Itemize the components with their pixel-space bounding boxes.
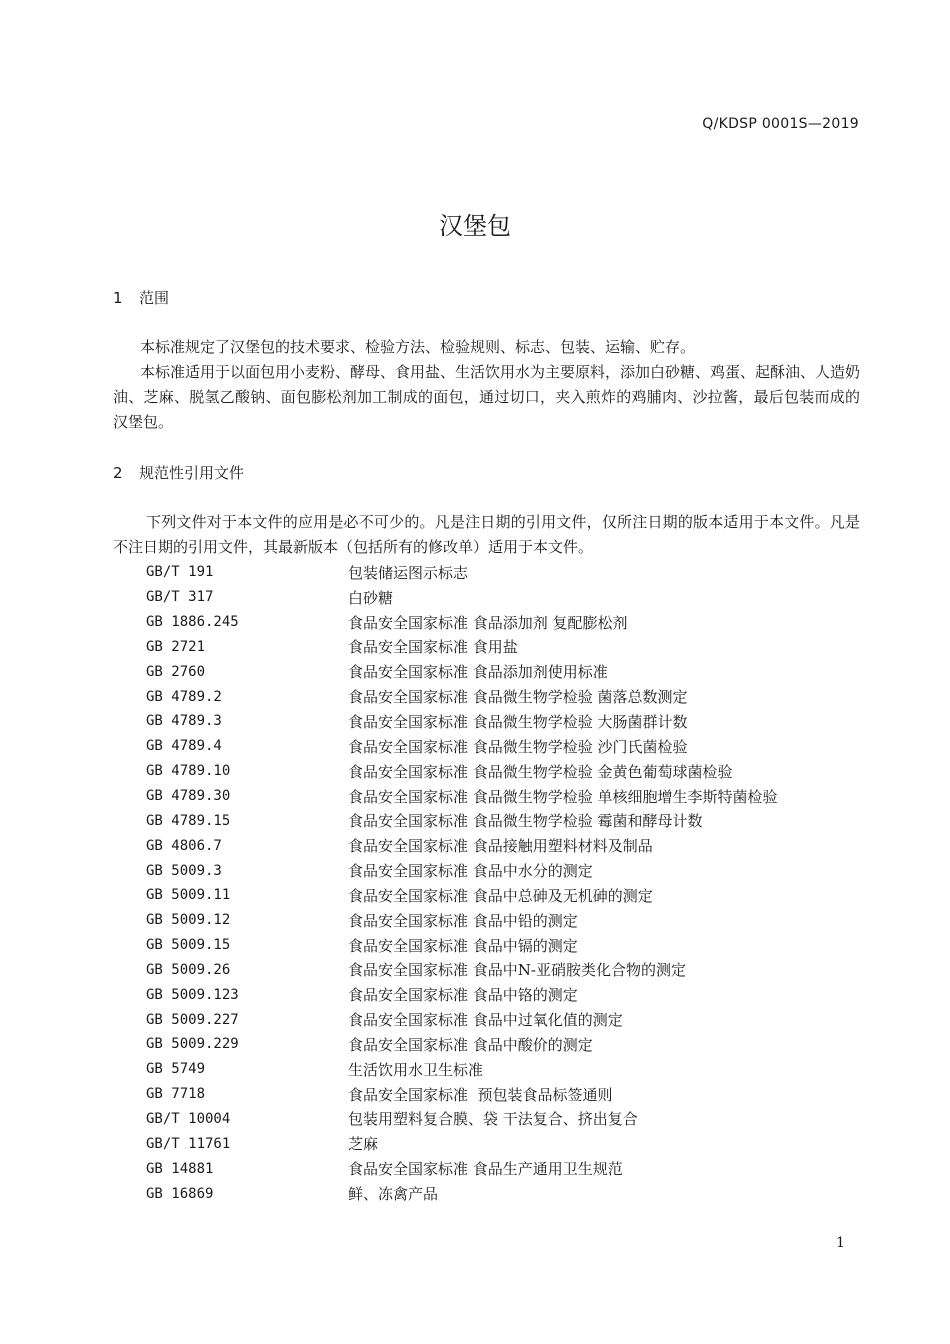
reference-title: 食品安全国家标准 食品中铅的测定 bbox=[348, 911, 578, 930]
reference-code: GB 14881 bbox=[146, 1160, 214, 1177]
list-item bbox=[146, 1057, 860, 1082]
section-1-heading bbox=[113, 287, 169, 308]
reference-code: GB 16869 bbox=[146, 1185, 214, 1202]
reference-title: 食品安全国家标准 食品微生物学检验 菌落总数测定 bbox=[348, 688, 688, 707]
reference-code: GB 5009.229 bbox=[146, 1036, 239, 1053]
scope-paragraph-2: 本标准适用于以面包用小麦粉、酵母、食用盐、生活饮用水为主要原料，添加白砂糖、鸡蛋、起酥油、人造奶油、芝麻、脱氢乙酸钠、面包膨松剂加工制成的面包，通过切口，夹入煎炸的鸡脯肉、沙拉酱，最后包装而成的汉堡包。 bbox=[113, 363, 861, 431]
reference-code: GB 4806.7 bbox=[146, 837, 222, 854]
reference-code: GB 2721 bbox=[146, 638, 206, 655]
reference-title: 食品安全国家标准 食品微生物学检验 金黄色葡萄球菌检验 bbox=[348, 762, 733, 781]
list-item bbox=[146, 709, 860, 734]
list-item bbox=[146, 585, 860, 610]
list-item bbox=[146, 908, 860, 933]
list-item bbox=[146, 784, 860, 809]
reference-code: GB 5749 bbox=[146, 1061, 206, 1078]
list-item bbox=[146, 1181, 860, 1206]
reference-code: GB 4789.10 bbox=[146, 763, 231, 780]
reference-code: GB 7718 bbox=[146, 1086, 206, 1103]
section-number: 2 bbox=[113, 464, 123, 482]
reference-title: 食品安全国家标准 食品添加剂使用标准 bbox=[348, 663, 608, 682]
reference-title: 白砂糖 bbox=[348, 588, 394, 607]
reference-code: GB 4789.15 bbox=[146, 812, 231, 829]
reference-title: 食品安全国家标准 食品中水分的测定 bbox=[348, 862, 593, 881]
reference-code: GB/T 191 bbox=[146, 564, 214, 581]
reference-code: GB 5009.123 bbox=[146, 986, 239, 1003]
reference-title: 食品安全国家标准 食品中总砷及无机砷的测定 bbox=[348, 886, 653, 905]
list-item bbox=[146, 1131, 860, 1156]
reference-title: 食品安全国家标准 食品中镉的测定 bbox=[348, 936, 578, 955]
reference-code: GB 5009.15 bbox=[146, 937, 231, 954]
reference-title: 食品安全国家标准 食品中铬的测定 bbox=[348, 986, 578, 1005]
list-item bbox=[146, 659, 860, 684]
reference-title: 食品安全国家标准 食用盐 bbox=[348, 638, 518, 657]
section-title: 规范性引用文件 bbox=[139, 464, 245, 482]
list-item bbox=[146, 610, 860, 635]
reference-code: GB 2760 bbox=[146, 663, 206, 680]
reference-code: GB 5009.227 bbox=[146, 1011, 239, 1028]
list-item bbox=[146, 1156, 860, 1181]
reference-title: 食品安全国家标准 食品中酸价的测定 bbox=[348, 1035, 593, 1054]
reference-title: 包装用塑料复合膜、袋 干法复合、挤出复合 bbox=[348, 1110, 638, 1129]
reference-title: 包装储运图示标志 bbox=[348, 563, 469, 582]
list-item bbox=[146, 1107, 860, 1132]
reference-title: 食品安全国家标准 食品微生物学检验 霉菌和酵母计数 bbox=[348, 812, 703, 831]
section-title: 范围 bbox=[139, 289, 170, 307]
reference-title: 芝麻 bbox=[348, 1135, 379, 1154]
normative-reference-list bbox=[146, 560, 860, 1206]
list-item bbox=[146, 982, 860, 1007]
reference-code: GB 5009.3 bbox=[146, 862, 222, 879]
list-item bbox=[146, 560, 860, 585]
scope-paragraph-1: 本标准规定了汉堡包的技术要求、检验方法、检验规则、标志、包装、运输、贮存。 bbox=[140, 338, 696, 356]
reference-title: 食品安全国家标准 食品微生物学检验 大肠菌群计数 bbox=[348, 712, 688, 731]
reference-title: 食品安全国家标准 食品生产通用卫生规范 bbox=[348, 1160, 623, 1179]
reference-title: 食品安全国家标准 食品中过氧化值的测定 bbox=[348, 1011, 623, 1030]
reference-title: 鲜、冻禽产品 bbox=[348, 1185, 439, 1204]
list-item bbox=[146, 933, 860, 958]
reference-title: 生活饮用水卫生标准 bbox=[348, 1060, 484, 1079]
reference-code: GB/T 11761 bbox=[146, 1135, 231, 1152]
section-2-heading bbox=[113, 462, 244, 483]
reference-code: GB/T 10004 bbox=[146, 1110, 231, 1127]
standard-code: Q/KDSP 0001S—2019 bbox=[702, 116, 859, 132]
list-item bbox=[146, 858, 860, 883]
reference-code: GB 4789.4 bbox=[146, 738, 222, 755]
reference-title: 食品安全国家标准 食品添加剂 复配膨松剂 bbox=[348, 613, 628, 632]
reference-code: GB/T 317 bbox=[146, 589, 214, 606]
references-intro-paragraph: 下列文件对于本文件的应用是必不可少的。凡是注日期的引用文件，仅所注日期的版本适用于本文件。凡是不注日期的引用文件，其最新版本（包括所有的修改单）适用于本文件。 bbox=[113, 513, 860, 556]
list-item bbox=[146, 1082, 860, 1107]
list-item bbox=[146, 958, 860, 983]
list-item bbox=[146, 833, 860, 858]
reference-title: 食品安全国家标准 食品中N-亚硝胺类化合物的测定 bbox=[348, 961, 686, 980]
reference-code: GB 1886.245 bbox=[146, 614, 239, 631]
document-title: 汉堡包 bbox=[439, 212, 511, 240]
list-item bbox=[146, 1032, 860, 1057]
page-number: 1 bbox=[836, 1235, 845, 1251]
list-item bbox=[146, 734, 860, 759]
reference-code: GB 4789.3 bbox=[146, 713, 222, 730]
reference-title: 食品安全国家标准 食品接触用塑料材料及制品 bbox=[348, 837, 653, 856]
list-item bbox=[146, 759, 860, 784]
reference-title: 食品安全国家标准 预包装食品标签通则 bbox=[348, 1085, 613, 1104]
list-item bbox=[146, 684, 860, 709]
reference-code: GB 5009.11 bbox=[146, 887, 231, 904]
list-item bbox=[146, 635, 860, 660]
reference-code: GB 5009.26 bbox=[146, 961, 231, 978]
list-item bbox=[146, 883, 860, 908]
reference-title: 食品安全国家标准 食品微生物学检验 单核细胞增生李斯特菌检验 bbox=[348, 787, 778, 806]
reference-code: GB 5009.12 bbox=[146, 912, 231, 929]
reference-title: 食品安全国家标准 食品微生物学检验 沙门氏菌检验 bbox=[348, 737, 688, 756]
reference-code: GB 4789.30 bbox=[146, 788, 231, 805]
section-number: 1 bbox=[113, 289, 123, 307]
reference-code: GB 4789.2 bbox=[146, 688, 222, 705]
list-item bbox=[146, 808, 860, 833]
list-item bbox=[146, 1007, 860, 1032]
